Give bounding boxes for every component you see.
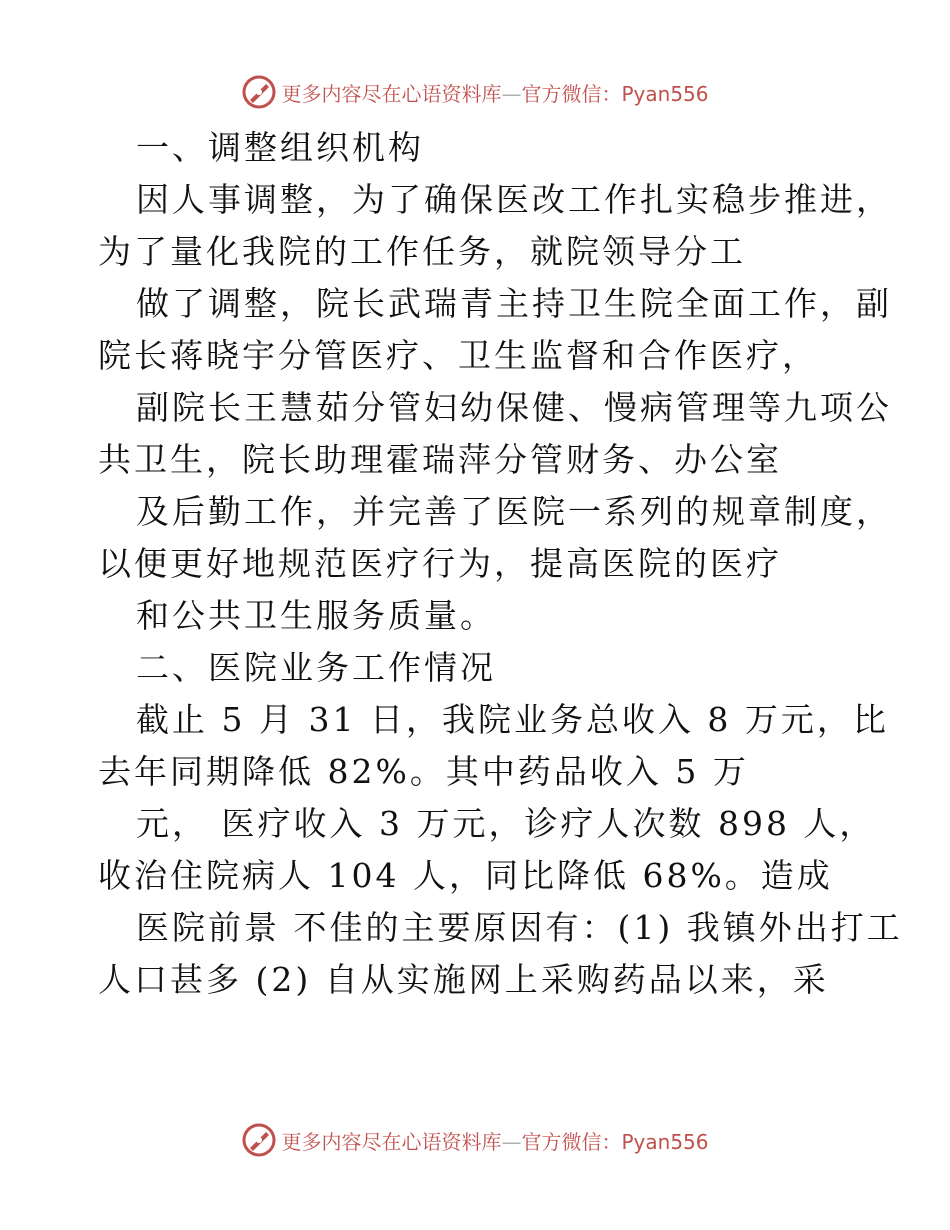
paragraph-line: 院长蒋晓宇分管医疗、卫生监督和合作医疗，	[98, 336, 818, 375]
paragraph-line: 和公共卫生服务质量。	[136, 596, 496, 635]
banner-account: Pyan556	[621, 1129, 709, 1154]
banner-contact-label: 官方微信：	[521, 81, 622, 106]
paragraph-line: 及后勤工作，并完善了医院一系列的规章制度，	[136, 492, 892, 531]
banner-site-name: 更多内容尽在心语资料库	[281, 81, 502, 106]
banner-site-name: 更多内容尽在心语资料库	[281, 1129, 502, 1154]
paragraph-line: 收治住院病人 104 人，同比降低 68%。造成	[98, 856, 833, 895]
paragraph-line: 共卫生，院长助理霍瑞萍分管财务、办公室	[98, 440, 782, 479]
section-heading: 二、医院业务工作情况	[136, 648, 496, 687]
header-banner	[0, 72, 950, 112]
paragraph-line: 为了量化我院的工作任务，就院领导分工	[98, 232, 746, 271]
document-body	[98, 122, 903, 1006]
paragraph-line: 截止 5 月 31 日，我院业务总收入 8 万元，比	[136, 700, 889, 739]
paragraph-line: 人口甚多 (2) 自从实施网上采购药品以来，采	[98, 960, 829, 999]
banner-account: Pyan556	[621, 81, 709, 106]
banner-contact-label: 官方微信：	[521, 1129, 622, 1154]
paragraph-line: 去年同期降低 82%。其中药品收入 5 万	[98, 752, 749, 791]
banner-dash: —	[501, 81, 522, 106]
pen-logo-icon	[241, 1122, 277, 1158]
paragraph-line: 以便更好地规范医疗行为，提高医院的医疗	[98, 544, 782, 583]
paragraph-line: 副院长王慧茹分管妇幼保健、慢病管理等九项公	[136, 388, 892, 427]
paragraph-line: 因人事调整，为了确保医改工作扎实稳步推进，	[136, 180, 892, 219]
footer-banner	[0, 1120, 950, 1160]
paragraph-line: 元， 医疗收入 3 万元，诊疗人次数 898 人，	[136, 804, 876, 843]
pen-logo-icon	[241, 74, 277, 110]
section-heading: 一、调整组织机构	[136, 128, 424, 167]
banner-dash: —	[501, 1129, 522, 1154]
paragraph-line: 做了调整，院长武瑞青主持卫生院全面工作，副	[136, 284, 892, 323]
paragraph-line: 医院前景 不佳的主要原因有：(1) 我镇外出打工	[136, 908, 903, 947]
